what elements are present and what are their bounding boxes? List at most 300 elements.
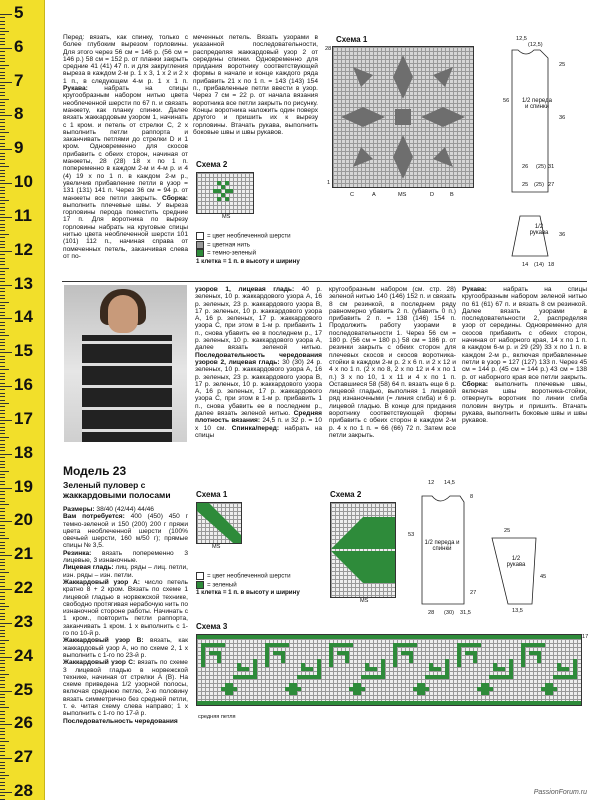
ruler-tick — [0, 99, 9, 100]
schema1-motif — [333, 47, 473, 187]
ruler-tick — [0, 437, 9, 438]
ruler-tick — [0, 728, 5, 729]
sleeves2-text: набрать на спицы кругообразным набором зеленой нитью по 61 (61) 67 п. и вязать 8 см резинкой. Далее вязать узорами в последовательности 2, распределяя узор от середины. Одновременно для скосов прибавить с обеих сторон, начиная от наборного края, 14 х по 1 п. в каждом 6-м р. и 29 (29) 33 х по 1 п. в каждом 2-м р., включая прибавленные петли в узор = 127 (127) 133 п. Через 45 см = 144 р. (45 см = 144 р.) 43 см = 138 р. от наборного края все петли закрыть. — [462, 286, 587, 381]
ruler-number: 8 — [14, 104, 24, 124]
ruler-tick — [0, 122, 5, 123]
legend-cell-note: 1 клетка = 1 п. в высоту и ширину — [196, 257, 300, 265]
ruler-tick — [0, 247, 5, 248]
ruler-tick — [0, 322, 5, 323]
ruler-tick — [0, 305, 5, 306]
dim-top-5: 36 — [559, 115, 566, 121]
jacquard-a-text: число петель кратно 8 + 2 кром. Вязать по схеме 1 лицевой гладью в норвежской технике, свободно протягивая нерабочую нить по изнаночной стороне работы. Начинать с 1 кром., повторить петли раппорта, заканчивать 1 кром. 1 х выполнить с 1-го по 10-й р. — [63, 578, 188, 638]
bottom-schema3-title: Схема 3 — [196, 622, 228, 631]
ruler-tick — [0, 136, 5, 137]
bottom-schema3-grid — [196, 634, 582, 706]
ruler-tick — [0, 609, 5, 610]
ruler-tick — [0, 95, 5, 96]
ruler-tick — [0, 548, 5, 549]
ruler-tick — [0, 166, 9, 167]
ruler-tick — [0, 450, 5, 451]
ruler-tick — [0, 210, 5, 211]
ruler-tick — [0, 778, 5, 779]
ruler-tick — [0, 24, 5, 25]
ruler-tick — [0, 85, 5, 86]
ruler-tick — [0, 751, 5, 752]
ruler-tick — [0, 576, 5, 577]
schema1-label-d: D — [430, 192, 435, 198]
ruler-tick — [0, 596, 5, 597]
dim-bottom-5: 27 — [470, 590, 477, 596]
ruler-tick — [0, 430, 5, 431]
ruler-number: 28 — [14, 781, 33, 800]
bottom-schema1-motif — [197, 503, 241, 543]
u2-heading: Последовательность чередования узоров 2, лицевая гладь: — [195, 351, 322, 366]
photo-sweater — [82, 335, 172, 442]
density-text: 24,5 п. и 32 р. = 10 х 10 см. — [195, 417, 322, 432]
legend-item-darkgreen: = темно-зеленый — [196, 249, 326, 258]
ruler-tick — [0, 640, 9, 641]
ruler-tick — [0, 288, 5, 289]
dim-bottom-9: 13,5 — [512, 608, 523, 614]
ruler-tick — [0, 559, 5, 560]
ruler-tick — [0, 569, 5, 570]
ruler-tick — [0, 467, 5, 468]
bottom-schema1-ms: MS — [212, 544, 221, 550]
ruler-tick — [0, 264, 5, 265]
ruler-tick — [0, 592, 5, 593]
bottom-half-front-label: 1/2 переда и спинки — [424, 540, 460, 552]
schema1-label-a: A — [372, 192, 376, 198]
ruler-tick — [0, 589, 12, 590]
ruler-tick — [0, 230, 5, 231]
bottom-schema2-ms: MS — [360, 598, 369, 604]
dim-top-3: 25 — [559, 62, 566, 68]
ruler-number: 26 — [14, 713, 33, 733]
ruler-number: 21 — [14, 544, 33, 564]
ruler-tick — [0, 386, 12, 387]
ruler-tick — [0, 403, 9, 404]
ruler-tick — [0, 51, 5, 52]
ruler-tick — [0, 345, 5, 346]
ruler-number: 7 — [14, 70, 24, 90]
side-ruler — [0, 0, 45, 800]
ruler-tick — [0, 362, 5, 363]
ruler-tick — [0, 149, 12, 150]
dim-top-8: 31 — [548, 164, 555, 170]
need-heading: Вам потребуется: — [63, 513, 125, 521]
ruler-tick — [0, 28, 5, 29]
ruler-tick — [0, 691, 12, 692]
ruler-tick — [0, 274, 5, 275]
schema1-row-one: 1 — [327, 180, 331, 186]
dim-sleeve-2: (25) — [534, 182, 544, 188]
model-photo — [64, 285, 187, 442]
bottom-schema2-motif — [331, 503, 395, 597]
ruler-tick — [0, 498, 5, 499]
ruler-tick — [0, 129, 5, 130]
ruler-tick — [0, 143, 5, 144]
ruler-tick — [0, 721, 5, 722]
ruler-tick — [0, 72, 5, 73]
legend-top — [196, 232, 326, 266]
ruler-tick — [0, 525, 5, 526]
ruler-tick — [0, 582, 5, 583]
ruler-tick — [0, 687, 5, 688]
stockinette-text: лиц. ряды – лиц. петли, изн. ряды – изн. петли. — [63, 564, 188, 579]
ruler-tick — [0, 139, 5, 140]
ruler-tick — [0, 126, 5, 127]
swatch-bottom-green — [196, 581, 204, 589]
schema1-title: Схема 1 — [336, 35, 368, 44]
ruler-tick — [0, 619, 5, 620]
dim-bottom-4: 53 — [408, 532, 415, 538]
ruler-tick — [0, 183, 12, 184]
ruler-tick — [0, 14, 12, 15]
ruler-tick — [0, 745, 5, 746]
ruler-tick — [0, 565, 5, 566]
ruler-number: 22 — [14, 578, 33, 598]
ruler-tick — [0, 379, 5, 380]
ruler-tick — [0, 268, 9, 269]
ruler-tick — [0, 552, 5, 553]
bottom-schema3-rows: 17 — [582, 634, 589, 640]
dim-sleeve-7: 18 — [548, 262, 555, 268]
dim-sleeve-4: 36 — [559, 232, 566, 238]
dim-top-6: 26 — [522, 164, 529, 170]
ruler-tick — [0, 697, 5, 698]
schema2-title: Схема 2 — [196, 160, 228, 169]
legend-bottom-green: = зеленый — [196, 581, 331, 590]
ruler-tick — [0, 214, 5, 215]
back-front-text: кругообразным набором (см. стр. 28) зеленой нитью 140 (146) 152 п. и связать 8 см резинкой, в последнем ряду равномерно убавить 2 п. (убавить 0 п.) прибавить 2 п. = 138 (146) 154 п. Продолжить работу узорами в последовательности 1. Через 56 см = 180 р. (56 см = 180 р.) 58 см = 186 р. от резинки закрыть с обеих сторон для плечевых скосов и скосов воротника-стойки в каждом 2-м р. 2 х 6 п. и 2 х 12 и 4 х по 1 п. (2 х по 8, 2 х по 12 и 4 х по 1 п.) 3 х по 10, 1 х 11 и 4 х по 1 п. Оставшиеся 58 (58) 64 п. вязать еще 6 р. лицевой гладью, выполняя 1 лицевой ряд изнаночными (= линия сгиба) и 6 р. лицевой гладью. В конце для придания воротнику соответствующей формы прибавить с обеих сторон в каждом 2-м р. 4 х по 1 п. = 66 (66) 72 п. Затем все петли закрыть. — [329, 286, 456, 439]
ruler-tick — [0, 775, 9, 776]
ruler-tick — [0, 707, 9, 708]
ruler-tick — [0, 765, 5, 766]
ruler-tick — [0, 44, 5, 45]
ruler-tick — [0, 312, 5, 313]
ruler-tick — [0, 653, 5, 654]
ruler-tick — [0, 352, 12, 353]
ruler-tick — [0, 359, 5, 360]
collar-text: меченных петель. Вязать узорами в указанной последовательности, распределяя жаккардовый узор 2 от середины спинки. Одновременно для придания воротнику соответствующей формы в начале и конце каждого ряда прибавить 21 х по 1 п. = 143 (143) 154 п., прибавленные петли ввести в узор. Через 7 см = 22 р. от начала вязания воротника все петли закрыть по рисунку. Концы воротника наложить один поверх другого и пришить их к вырезу горловины. Втачать рукава, выполнить боковые швы и швы рукавов. — [193, 34, 318, 136]
dim-bottom-11: 25 — [504, 528, 511, 534]
schema1-label-c: C — [350, 192, 355, 198]
ruler-tick — [0, 163, 5, 164]
swatch-darkgreen — [196, 249, 204, 257]
ruler-tick — [0, 504, 9, 505]
ruler-number: 23 — [14, 611, 33, 631]
ruler-number: 24 — [14, 645, 33, 665]
ruler-tick — [0, 433, 5, 434]
schema1-grid — [332, 46, 474, 188]
ruler-tick — [0, 711, 5, 712]
ruler-tick — [0, 190, 5, 191]
swatch-bottom-natural — [196, 572, 204, 580]
ruler-tick — [0, 606, 9, 607]
ruler-tick — [0, 342, 5, 343]
ruler-tick — [0, 464, 5, 465]
site-watermark: PassionForum.ru — [533, 789, 587, 796]
ruler-tick — [0, 281, 5, 282]
back-text: набрать на спицы — [195, 424, 322, 439]
ruler-tick — [0, 545, 5, 546]
ruler-tick — [0, 146, 5, 147]
ruler-tick — [0, 366, 5, 367]
ruler-tick — [0, 383, 5, 384]
ruler-tick — [0, 440, 5, 441]
model-subtitle: Зеленый пуловер с жаккардовыми полосами — [63, 480, 171, 500]
sizes-heading: Размеры: — [63, 506, 95, 513]
stockinette-heading: Лицевая гладь: — [63, 564, 114, 572]
u1-heading: узоров 1, лицевая гладь: — [195, 286, 295, 293]
ruler-tick — [0, 220, 5, 221]
ruler-tick — [0, 227, 5, 228]
ruler-tick — [0, 373, 5, 374]
ruler-tick — [0, 427, 5, 428]
ruler-tick — [0, 302, 9, 303]
ruler-tick — [0, 217, 12, 218]
dim-bottom-8: 31,5 — [460, 610, 471, 616]
ruler-tick — [0, 38, 5, 39]
dim-bottom-2: 14,5 — [444, 480, 455, 486]
ruler-number: 18 — [14, 442, 33, 462]
ruler-tick — [0, 677, 5, 678]
ruler-tick — [0, 153, 5, 154]
ruler-tick — [0, 515, 5, 516]
ruler-tick — [0, 494, 5, 495]
ruler-tick — [0, 88, 5, 89]
bottom-schema3-motif — [197, 635, 581, 705]
rib-text: вязать попеременно 3 лицевые, 3 изнаночные. — [63, 549, 188, 565]
legend-bottom-cell-note: 1 клетка = 1 п. в высоту и ширину — [196, 589, 300, 597]
ruler-tick — [0, 82, 12, 83]
sleeves2-heading: Рукава: — [462, 286, 487, 293]
ruler-tick — [0, 254, 5, 255]
ruler-tick — [0, 200, 9, 201]
ruler-tick — [0, 521, 12, 522]
ruler-tick — [0, 315, 5, 316]
need-text: 400 (450) 450 г темно-зеленой и 150 (200) 200 г пряжи цвета необлеченной шерсти (100% овечьей шерсти, 160 м/50 г); прямые спицы № 3,5. — [63, 513, 188, 550]
jacquard-c-text: вязать по схеме 3 лицевой гладью в норвежской технике, начиная от стрелки А (В). На схеме приведена 1/2 узорной полосы, включая среднюю петлю, 2-ю половину вязать симметрично без средней петли, т. е. читая схему слева направо; 1 х выполнить с 1-го по 17-й р. — [63, 659, 188, 718]
assembly-text: выполнить плечевые швы. У выреза горловины перода поместить средние 17 п. Для воротника по вырезу горловины набрать на круговые спицы нитью цвета необлеченной шерсти 101 (101) 112 п., начиная справа от помеченных петель, заканчивая слева от по- — [63, 201, 188, 260]
ruler-tick — [0, 481, 5, 482]
ruler-number: 25 — [14, 679, 33, 699]
ruler-tick — [0, 772, 5, 773]
ruler-tick — [0, 647, 5, 648]
dim-top-2: (12,5) — [528, 42, 543, 48]
ruler-tick — [0, 501, 5, 502]
ruler-tick — [0, 393, 5, 394]
ruler-tick — [0, 156, 5, 157]
ruler-tick — [0, 170, 5, 171]
ruler-tick — [0, 670, 5, 671]
ruler-number: 27 — [14, 747, 33, 767]
ruler-tick — [0, 159, 5, 160]
ruler-tick — [0, 389, 5, 390]
ruler-tick — [0, 68, 5, 69]
ruler-tick — [0, 132, 9, 133]
ruler-tick — [0, 237, 5, 238]
ruler-tick — [0, 535, 5, 536]
ruler-tick — [0, 457, 5, 458]
ruler-tick — [0, 285, 12, 286]
bottom-schema1-title: Схема 1 — [196, 490, 228, 499]
ruler-tick — [0, 667, 5, 668]
ruler-tick — [0, 207, 5, 208]
ruler-tick — [0, 261, 5, 262]
ruler-tick — [0, 193, 5, 194]
ruler-tick — [0, 369, 9, 370]
dim-top-7: (25) — [536, 164, 546, 170]
ruler-tick — [0, 308, 5, 309]
ruler-tick — [0, 528, 5, 529]
model-title: Модель 23 — [63, 464, 127, 478]
ruler-tick — [0, 258, 5, 259]
ruler-tick — [0, 562, 5, 563]
ruler-tick — [0, 34, 5, 35]
ruler-tick — [0, 332, 5, 333]
ruler-tick — [0, 680, 5, 681]
jacquard-b-text: вязать, как жаккардовый узор А, но по схеме 2, 1 х выполнить с 1-го по 23-й р. — [63, 637, 188, 659]
ruler-tick — [0, 335, 9, 336]
dim-bottom-3: 8 — [470, 494, 474, 500]
ruler-tick — [0, 329, 5, 330]
ruler-tick — [0, 694, 5, 695]
ruler-tick — [0, 298, 5, 299]
ruler-tick — [0, 176, 5, 177]
ruler-number: 5 — [14, 3, 24, 22]
ruler-tick — [0, 663, 5, 664]
ruler-tick — [0, 413, 5, 414]
schema1-row-mark: 28 — [325, 46, 332, 52]
schema2-grid — [196, 172, 254, 214]
schema1-label-b: B — [450, 192, 454, 198]
ruler-number: 12 — [14, 239, 33, 259]
ruler-tick — [0, 792, 12, 793]
ruler-tick — [0, 291, 5, 292]
ruler-tick — [0, 643, 5, 644]
ruler-tick — [0, 555, 12, 556]
ruler-tick — [0, 586, 5, 587]
ruler-tick — [0, 488, 12, 489]
swatch-natural — [196, 232, 204, 240]
ruler-tick — [0, 795, 5, 796]
jacquard-b-heading: Жаккардовый узор В: — [63, 637, 144, 645]
ruler-tick — [0, 684, 5, 685]
bottom-half-sleeve-label: 1/2 рукава — [506, 556, 526, 568]
rib-heading: Резинка: — [63, 549, 92, 557]
ruler-tick — [0, 417, 5, 418]
assembly2-heading: Сборка: — [462, 380, 488, 388]
ruler-tick — [0, 704, 5, 705]
ruler-tick — [0, 271, 5, 272]
ruler-tick — [0, 203, 5, 204]
ruler-number: 17 — [14, 408, 33, 428]
ruler-tick — [0, 396, 5, 397]
ruler-number: 13 — [14, 273, 33, 293]
bottom-schema3-mid-loop: средняя петля — [198, 714, 236, 720]
ruler-tick — [0, 731, 5, 732]
ruler-tick — [0, 741, 9, 742]
ruler-tick — [0, 58, 5, 59]
ruler-tick — [0, 626, 5, 627]
ruler-tick — [0, 471, 9, 472]
bottom-schema1-grid — [196, 502, 242, 544]
ruler-tick — [0, 633, 5, 634]
ruler-tick — [0, 454, 12, 455]
ruler-tick — [0, 599, 5, 600]
ruler-tick — [0, 349, 5, 350]
ruler-tick — [0, 603, 5, 604]
ruler-tick — [0, 21, 5, 22]
ruler-tick — [0, 532, 5, 533]
ruler-tick — [0, 244, 5, 245]
ruler-tick — [0, 92, 5, 93]
assembly-heading: Сборка: — [162, 194, 188, 202]
back-heading: Спинка/перед: — [231, 424, 280, 432]
ruler-tick — [0, 474, 5, 475]
ruler-number: 10 — [14, 172, 33, 192]
ruler-tick — [0, 410, 5, 411]
ruler-tick — [0, 782, 5, 783]
ruler-number: 15 — [14, 341, 33, 361]
ruler-tick — [0, 636, 5, 637]
ruler-tick — [0, 657, 12, 658]
dim-bottom-6: 28 — [428, 610, 435, 616]
ruler-tick — [0, 423, 5, 424]
ruler-tick — [0, 109, 5, 110]
half-front-label: 1/2 переда и спинки — [522, 98, 552, 110]
schema1-label-ms: MS — [398, 192, 407, 198]
ruler-tick — [0, 491, 5, 492]
ruler-tick — [0, 234, 9, 235]
ruler-tick — [0, 78, 5, 79]
pattern-top-diagram — [490, 36, 590, 276]
dim-bottom-10: 45 — [540, 574, 547, 580]
ruler-tick — [0, 484, 5, 485]
ruler-tick — [0, 785, 5, 786]
ruler-tick — [0, 630, 5, 631]
ruler-tick — [0, 660, 5, 661]
schema2-ms: MS — [222, 214, 231, 220]
text-sleeves-assembly — [462, 286, 587, 436]
ruler-tick — [0, 616, 5, 617]
ruler-tick — [0, 518, 5, 519]
ruler-tick — [0, 579, 5, 580]
ruler-tick — [0, 477, 5, 478]
ruler-tick — [0, 173, 5, 174]
dim-sleeve-6: (14) — [534, 262, 544, 268]
ruler-tick — [0, 224, 5, 225]
ruler-tick — [0, 295, 5, 296]
ruler-tick — [0, 718, 5, 719]
ruler-tick — [0, 17, 5, 18]
ruler-tick — [0, 187, 5, 188]
ruler-tick — [0, 714, 5, 715]
ruler-tick — [0, 444, 5, 445]
dim-top-4: 56 — [503, 98, 510, 104]
ruler-tick — [0, 376, 5, 377]
bottom-schema2-title: Схема 2 — [330, 490, 362, 499]
ruler-tick — [0, 400, 5, 401]
ruler-tick — [0, 762, 5, 763]
ruler-tick — [0, 251, 12, 252]
ruler-tick — [0, 768, 5, 769]
sequence-heading: Последовательность чередования — [63, 717, 178, 725]
ruler-number: 14 — [14, 307, 33, 327]
half-sleeve-label: 1/2 рукава — [529, 224, 549, 236]
text-materials — [63, 506, 188, 749]
